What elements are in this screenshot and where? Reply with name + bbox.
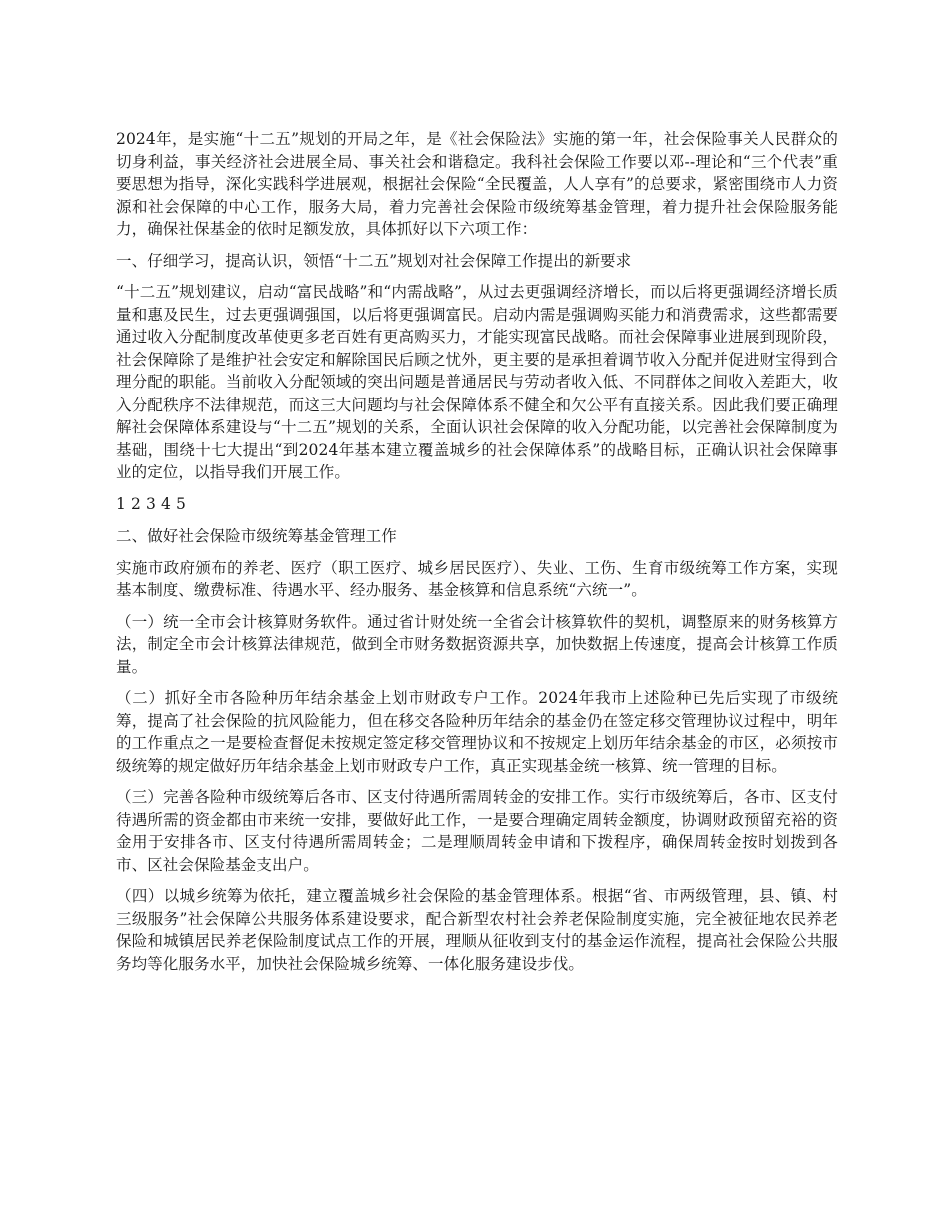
pagination[interactable]: 1 2 3 4 5	[116, 494, 186, 513]
item-4-paragraph: （四）以城乡统筹为依托，建立覆盖城乡社会保险的基金管理体系。根据“省、市两级管理，县、镇、村三级服务”社会保障公共服务体系建设要求，配合新型农村社会养老保险制度实施，完全被征地农民养老保险和城镇居民养老保险制度试点工作的开展，理顺从征收到支付的基金运作流程，提高社会保险公共服务均等化服务水平，加快社会保险城乡统筹、一体化服务建设步伐。	[116, 887, 838, 973]
section-2-heading: 二、做好社会保险市级统筹基金管理工作	[116, 527, 397, 545]
item-3-paragraph: （三）完善各险种市级统筹后各市、区支付待遇所需周转金的安排工作。实行市级统筹后，各市、区支付待遇所需的资金都由市来统一安排，要做好此工作，一是要合理确定周转金额度，协调财政预留充裕的资金用于安排各市、区支付待遇所需周转金；二是理顺周转金申请和下拨程序，确保周转金按时划拨到各市、区社会保险基金支出户。	[116, 788, 838, 874]
section-2-intro-paragraph: 实施市政府颁布的养老、医疗（职工医疗、城乡居民医疗）、失业、工伤、生育市级统筹工作方案，实现基本制度、缴费标准、待遇水平、经办服务、基金核算和信息系统“六统一”。	[116, 558, 838, 599]
item-1-paragraph: （一）统一全市会计核算财务软件。通过省计财处统一全省会计核算软件的契机，调整原来的财务核算方法，制定全市会计核算法律规范，做到全市财务数据资源共享，加快数据上传速度，提高会计核算工作质量。	[116, 612, 838, 676]
section-1-paragraph: “十二五”规划建议，启动“富民战略”和“内需战略”，从过去更强调经济增长，而以后将更强调经济增长质量和惠及民生，过去更强调强国，以后将更强调富民。启动内需是强调购买能力和消费需求，这些都需要通过收入分配制度改革使更多老百姓有更高购买力，才能实现富民战略。而社会保障事业进展到现阶段，社会保障除了是维护社会安定和解除国民后顾之忧外，更主要的是承担着调节收入分配并促进财宝得到合理分配的职能。当前收入分配领域的突出问题是普通居民与劳动者收入低、不同群体之间收入差距大，收入分配秩序不法律规范，而这三大问题均与社会保障体系不健全和欠公平有直接关系。因此我们要正确理解社会保障体系建设与“十二五”规划的关系，全面认识社会保障的收入分配功能，以完善社会保障制度为基础，围绕十七大提出“到2024年基本建立覆盖城乡的社会保障体系”的战略目标，正确认识社会保障事业的定位，以指导我们开展工作。	[116, 283, 838, 481]
section-1-heading: 一、仔细学习，提高认识，领悟“十二五”规划对社会保障工作提出的新要求	[116, 251, 632, 270]
document-body	[116, 128, 838, 984]
item-2-paragraph: （二）抓好全市各险种历年结余基金上划市财政专户工作。2024年我市上述险种已先后实现了市级统筹，提高了社会保险的抗风险能力，但在移交各险种历年结余的基金仍在签定移交管理协议过程中，明年的工作重点之一是要检查督促未按规定签定移交管理协议和不按规定上划历年结余基金的市区，必须按市级统筹的规定做好历年结余基金上划市财政专户工作，真正实现基金统一核算、统一管理的目标。	[116, 689, 838, 775]
intro-paragraph: 2024年，是实施“十二五”规划的开局之年，是《社会保险法》实施的第一年，社会保险事关人民群众的切身利益，事关经济社会进展全局、事关社会和谐稳定。我科社会保险工作要以邓--理论和“三个代表”重要思想为指导，深化实践科学进展观，根据社会保险“全民覆盖，人人享有”的总要求，紧密围绕市人力资源和社会保障的中心工作，服务大局，着力完善社会保险市级统筹基金管理，着力提升社会保险服务能力，确保社保基金的依时足额发放，具体抓好以下六项工作：	[116, 130, 838, 238]
